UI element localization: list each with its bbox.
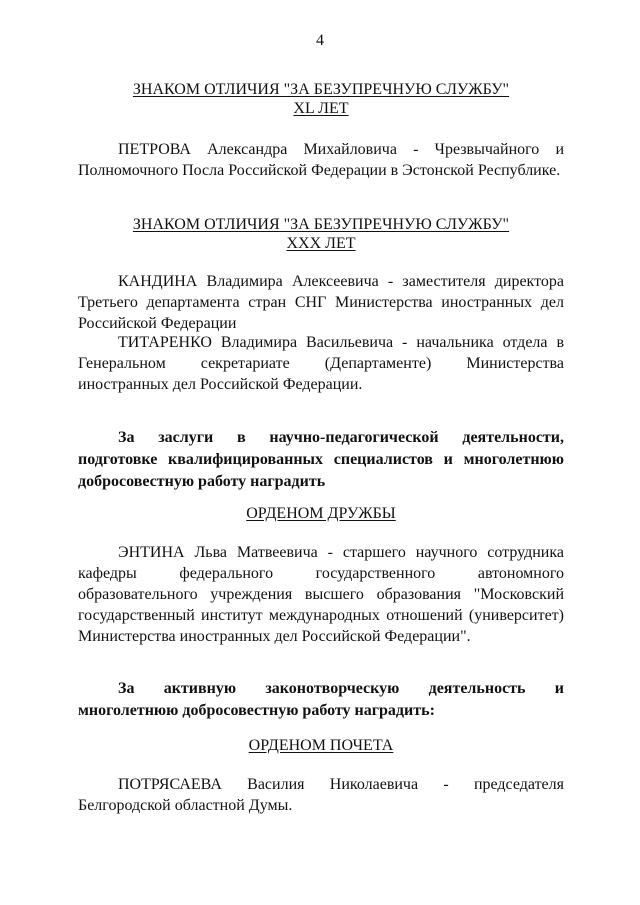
award-heading-xl-years bbox=[78, 80, 564, 118]
award-heading-line1: ЗНАКОМ ОТЛИЧИЯ "ЗА БЕЗУПРЕЧНУЮ СЛУЖБУ" bbox=[132, 216, 510, 233]
award-entry-titarenko: ТИТАРЕНКО Владимира Васильевича - начальника отдела в Генеральном секретариате (Департаменте) Министерства иностранных дел Российской Федерации. bbox=[78, 334, 564, 393]
page-number: 4 bbox=[316, 32, 324, 49]
award-heading-line2: XXX ЛЕТ bbox=[286, 235, 356, 252]
award-heading-xxx-years bbox=[78, 215, 564, 253]
award-heading-text: ОРДЕНОМ ДРУЖБЫ bbox=[246, 505, 396, 522]
award-entry-entin: ЭНТИНА Льва Матвеевича - старшего научного сотрудника кафедры федерального государственного автономного образовательного учреждения высшего образования "Московский государственный институт международных отношений (университет) Министерства иностранных дел Российской Федерации". bbox=[78, 544, 564, 645]
award-entry-petrov: ПЕТРОВА Александра Михайловича - Чрезвычайного и Полномочного Посла Российской Федерации в Эстонской Республике. bbox=[78, 141, 564, 179]
award-preamble-legislation: За активную законотворческую деятельность и многолетнюю добросовестную работу наградить: bbox=[78, 680, 564, 719]
award-entry-kandin: КАНДИНА Владимира Алексеевича - заместителя директора Третьего департамента стран СНГ Министерства иностранных дел Российской Федерации bbox=[78, 273, 564, 332]
award-heading-text: ОРДЕНОМ ПОЧЕТА bbox=[248, 737, 394, 754]
award-preamble-science: За заслуги в научно-педагогической деятельности, подготовке квалифицированных специалистов и многолетнюю добросовестную работу наградить bbox=[78, 429, 564, 490]
award-entry-potryasaev: ПОТРЯСАЕВА Василия Николаевича - председателя Белгородской областной Думы. bbox=[78, 776, 564, 814]
award-heading-line1: ЗНАКОМ ОТЛИЧИЯ "ЗА БЕЗУПРЕЧНУЮ СЛУЖБУ" bbox=[132, 81, 510, 98]
award-heading-line2: XL ЛЕТ bbox=[293, 100, 349, 117]
award-heading-order-honour bbox=[78, 736, 564, 755]
award-heading-order-friendship bbox=[78, 504, 564, 523]
